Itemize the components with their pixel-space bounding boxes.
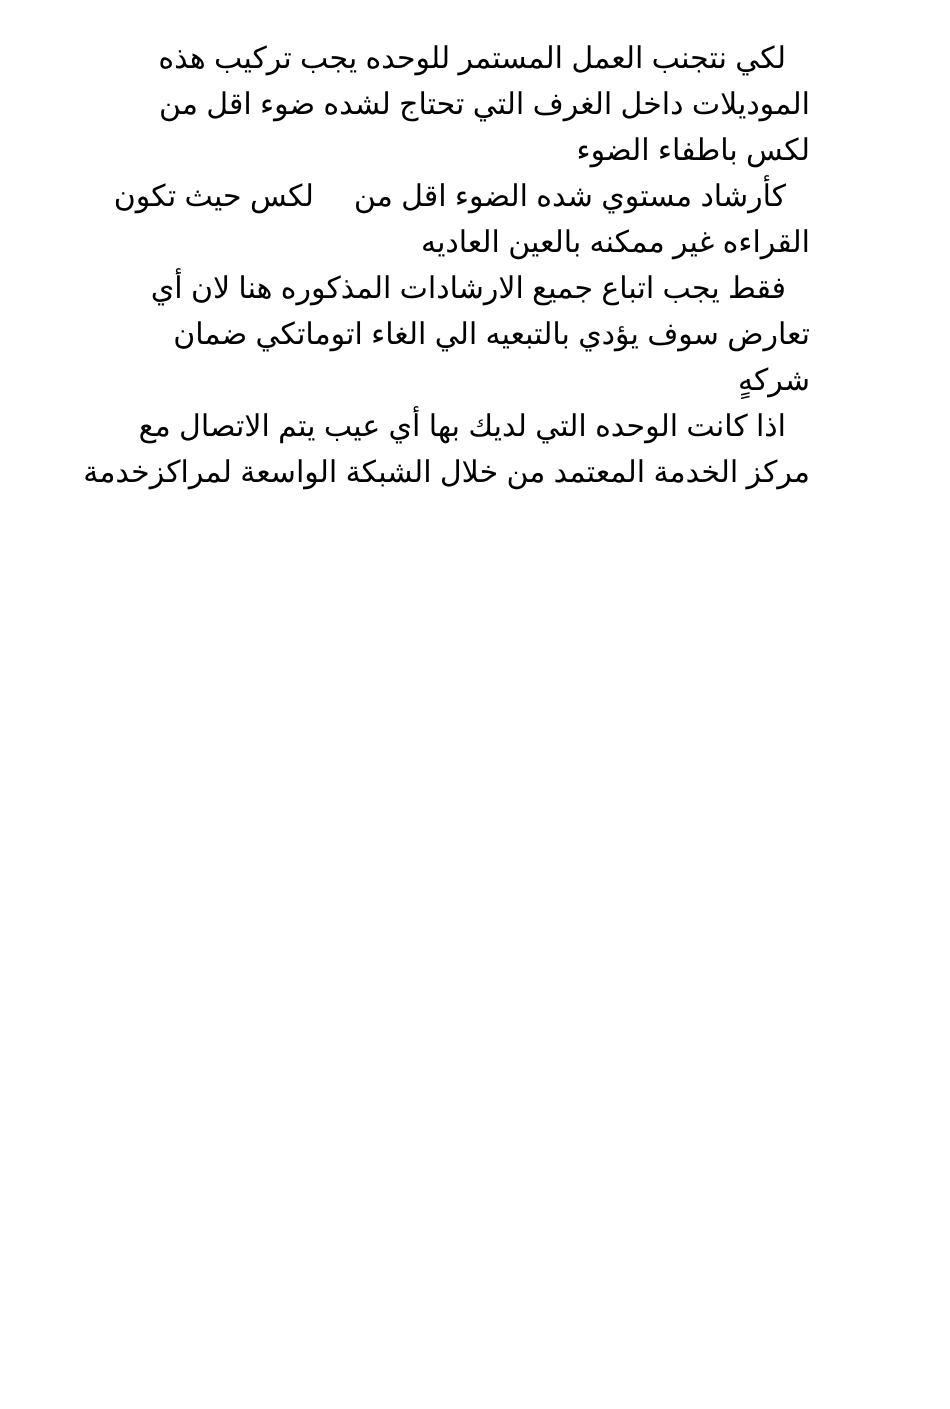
paragraph-1	[94, 36, 834, 174]
paragraph-2	[94, 174, 834, 266]
paragraph-2-line-1-part-1: كأرشاد مستوي شده الضوء اقل من	[353, 180, 786, 213]
paragraph-3-line-1: فقط يجب اتباع جميع الارشادات المذكوره هنا لان أي	[150, 272, 786, 305]
paragraph-4-line-1: اذا كانت الوحده التي لديك بها أي عيب يتم الاتصال مع	[138, 410, 786, 443]
paragraph-1-line-2: الموديلات داخل الغرف التي تحتاج لشده ضوء اقل من	[159, 88, 810, 121]
paragraph-3	[94, 266, 834, 404]
paragraph-4	[83, 404, 834, 496]
paragraph-2-line-1	[94, 174, 834, 220]
paragraph-2-line-1-part-2: لكس حيث تكون	[113, 180, 314, 213]
paragraph-2-line-2: القراءه غير ممكنه بالعين العاديه	[421, 226, 810, 259]
paragraph-4-line-2: مركز الخدمة المعتمد من خلال الشبكة الواسعة لمراكزخدمة	[83, 456, 810, 489]
paragraph-1-line-1: لكي نتجنب العمل المستمر للوحده يجب تركيب هذه	[158, 42, 786, 75]
paragraph-3-line-3: شركهٍ	[737, 364, 810, 397]
document-body	[83, 36, 834, 496]
paragraph-1-line-3: لكس باطفاء الضوء	[576, 134, 810, 167]
paragraph-3-line-2: تعارض سوف يؤدي بالتبعيه الي الغاء اتوماتكي ضمان	[173, 318, 810, 351]
